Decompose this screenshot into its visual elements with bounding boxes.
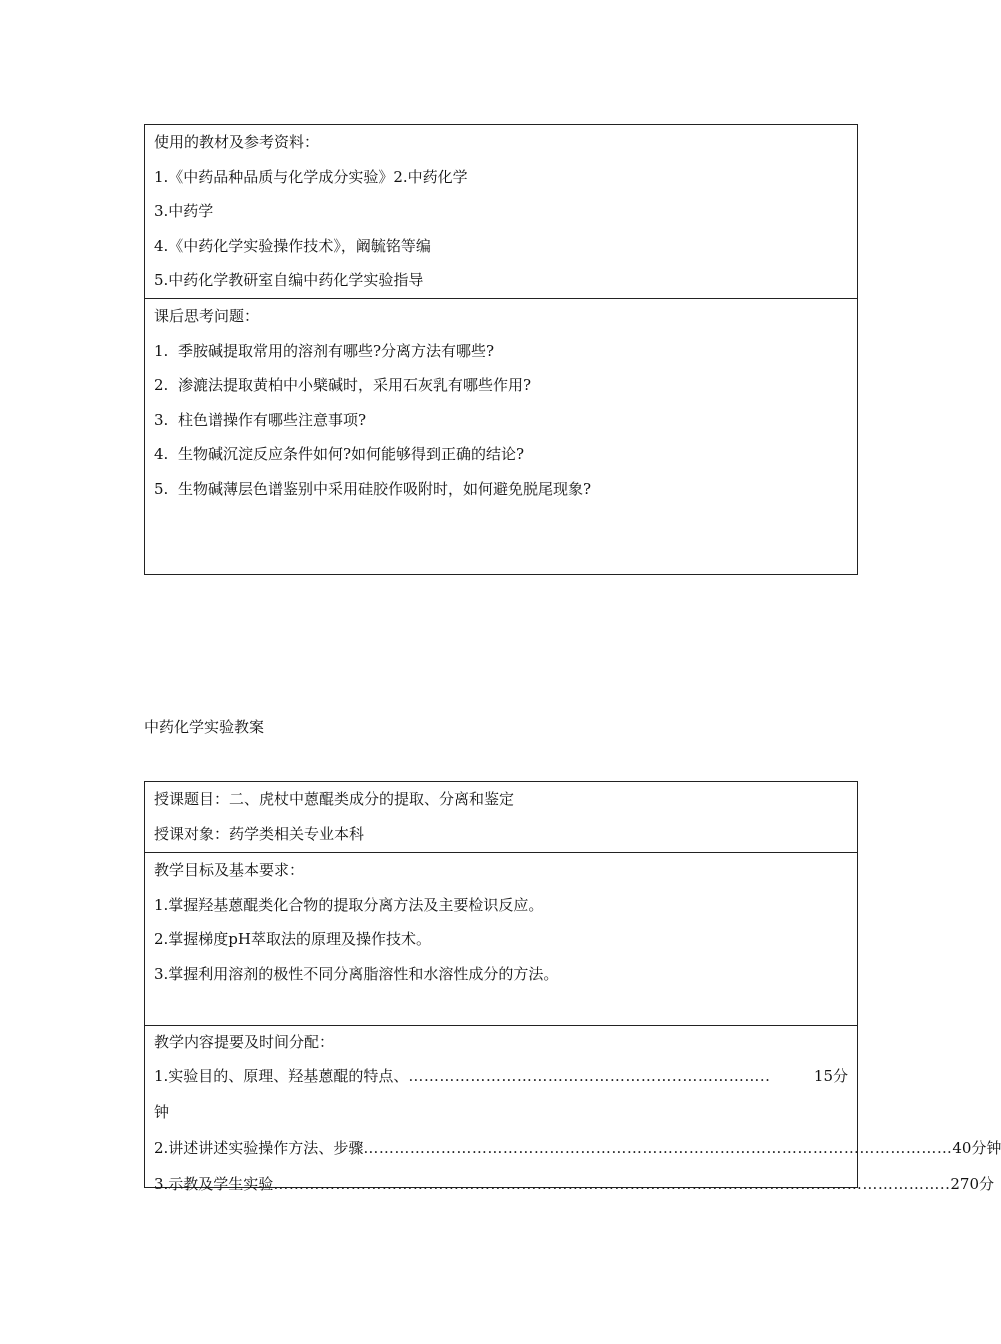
objective-item: 2.掌握梯度pH萃取法的原理及操作技术。 — [154, 930, 431, 948]
question-number: 1. — [154, 341, 169, 360]
objectives-heading: 教学目标及基本要求： — [154, 861, 305, 879]
content-item-time: 40分钟 — [952, 1139, 1001, 1157]
course-info-cell — [145, 782, 857, 852]
materials-heading: 使用的教材及参考资料： — [154, 133, 320, 151]
course-audience: 授课对象：药学类相关专业本科 — [154, 824, 365, 843]
content-item-time: 270分 — [950, 1175, 994, 1193]
content-item-leader: …………………………………………………………………………………………………… — [363, 1139, 953, 1157]
content-cell — [145, 1025, 1001, 1193]
references-questions-table — [144, 124, 858, 575]
material-item: 4.《中药化学实验操作技术》，阚毓铭等编 — [154, 236, 431, 255]
content-item-wrap — [154, 1094, 848, 1130]
content-item-label: 1.实验目的、原理、羟基蒽醌的特点、 — [154, 1067, 409, 1085]
content-item — [154, 1130, 1001, 1166]
question-item — [154, 437, 848, 472]
objective-item: 3.掌握利用溶剂的极性不同分离脂溶性和水溶性成分的方法。 — [154, 964, 559, 983]
objective-item: 1.掌握羟基蒽醌类化合物的提取分离方法及主要检识反应。 — [154, 895, 544, 914]
questions-cell — [145, 298, 857, 574]
content-item-wrap-text: 钟 — [154, 1103, 170, 1121]
question-number: 4. — [154, 445, 169, 463]
content-item — [154, 1058, 848, 1094]
question-text: 柱色谱操作有哪些注意事项? — [178, 410, 367, 429]
content-item — [154, 1166, 994, 1202]
question-item — [154, 403, 848, 438]
question-item — [154, 368, 848, 403]
question-text: 季胺碱提取常用的溶剂有哪些?分离方法有哪些? — [178, 341, 495, 360]
questions-heading: 课后思考问题： — [154, 307, 260, 325]
question-item — [154, 472, 848, 507]
objectives-cell — [145, 852, 857, 1025]
question-number: 2. — [154, 376, 169, 394]
question-number: 5. — [154, 479, 169, 498]
lesson-plan-table — [144, 781, 1001, 1193]
material-item: 3.中药学 — [154, 202, 214, 220]
question-number: 3. — [154, 410, 169, 429]
question-text: 渗漉法提取黄柏中小檗碱时，采用石灰乳有哪些作用? — [178, 376, 532, 394]
content-item-label: 3.示教及学生实验 — [154, 1175, 274, 1193]
materials-cell — [145, 125, 857, 298]
question-text: 生物碱沉淀反应条件如何?如何能够得到正确的结论? — [178, 445, 525, 463]
question-item — [154, 334, 848, 369]
course-topic: 授课题目：二、虎杖中蒽醌类成分的提取、分离和鉴定 — [154, 790, 515, 808]
question-text: 生物碱薄层色谱鉴别中采用硅胶作吸附时，如何避免脱尾现象? — [178, 479, 592, 498]
content-item-leader: ……………………………………………..…………….. — [408, 1067, 771, 1085]
document-title: 中药化学实验教案 — [144, 718, 265, 736]
content-item-time: 15分 — [813, 1067, 848, 1085]
content-heading: 教学内容提要及时间分配： — [154, 1033, 335, 1051]
material-item: 5.中药化学教研室自编中药化学实验指导 — [154, 271, 424, 289]
material-item: 1.《中药品种品质与化学成分实验》2.中药化学 — [154, 167, 468, 186]
content-item-label: 2.讲述讲述实验操作方法、步骤 — [154, 1139, 364, 1157]
content-item-leader: ………………………………………………………………………………………………………………….. — [273, 1175, 951, 1193]
